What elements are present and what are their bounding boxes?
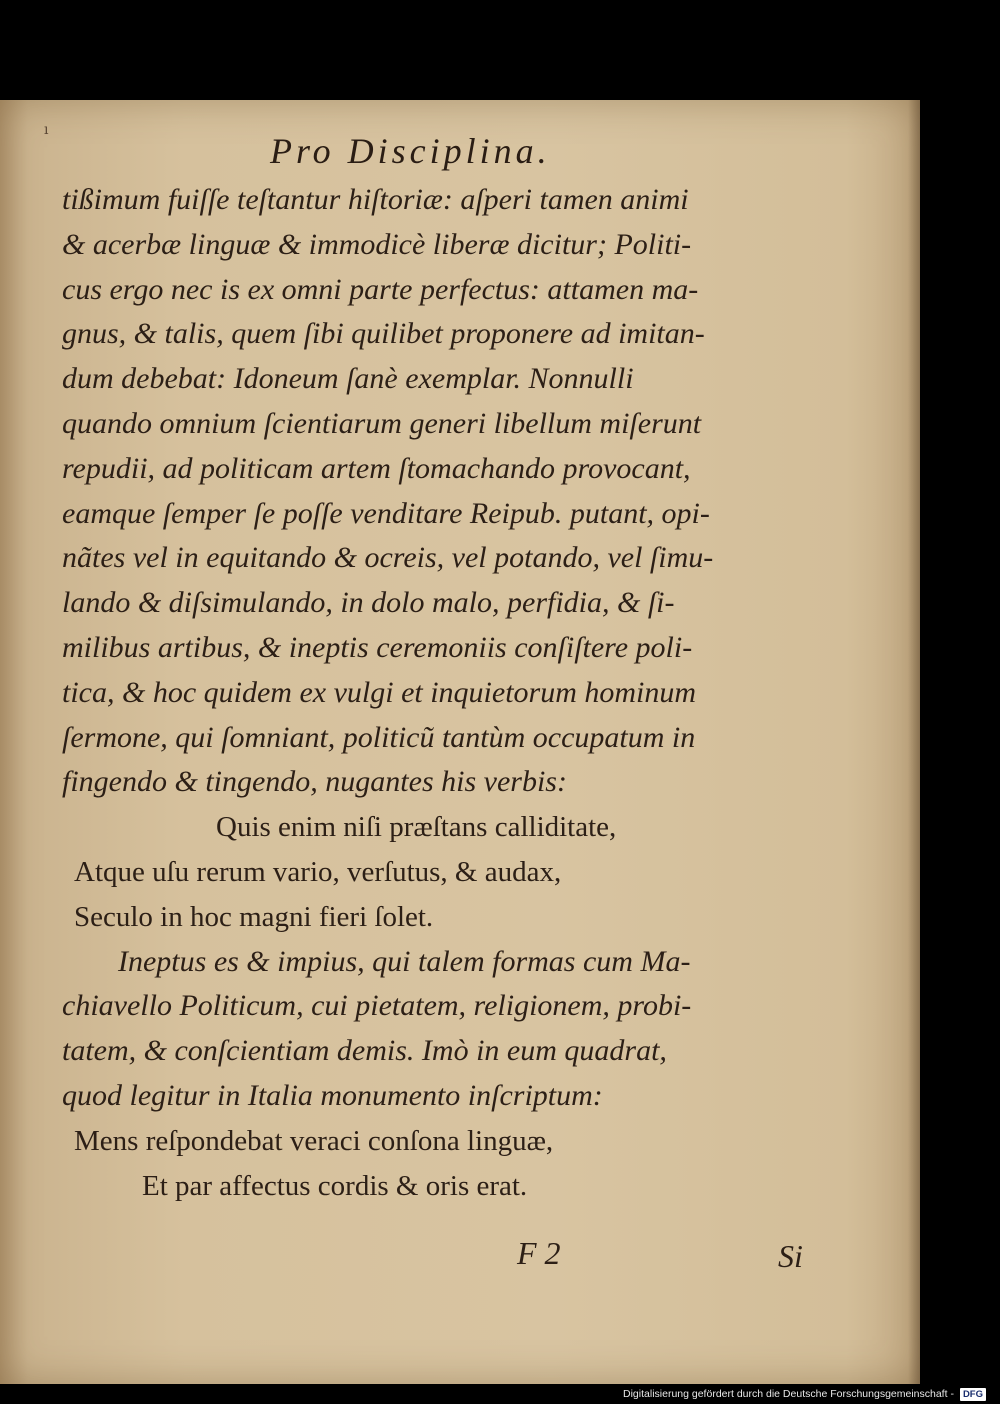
- text-line: quod legitur in Italia monumento inſcriptum:: [62, 1078, 603, 1112]
- text-line: & acerbæ linguæ & immodicè liberæ dicitur; Politi-: [62, 227, 692, 261]
- verse-line: Quis enim niſi præſtans calliditate,: [216, 811, 617, 844]
- dfg-logo: DFG: [960, 1388, 986, 1401]
- body-text: [62, 178, 822, 1208]
- footer-credit: [623, 1386, 986, 1402]
- catchword: Si: [778, 1238, 803, 1274]
- text-line: gnus, & talis, quem ſibi quilibet proponere ad imitan-: [62, 317, 705, 351]
- verse-line: Seculo in hoc magni fieri ſolet.: [74, 900, 434, 933]
- page-edge-shadow: [908, 100, 920, 1384]
- text-line: dum debebat: Idoneum ſanè exemplar. Nonnulli: [62, 362, 634, 396]
- text-line: eamque ſemper ſe poſſe venditare Reipub. putant, opi-: [62, 496, 710, 530]
- page-speck: ı: [44, 122, 49, 138]
- text-line: tica, & hoc quidem ex vulgi et inquietorum hominum: [62, 675, 697, 709]
- text-line: repudii, ad politicam artem ſtomachando provocant,: [62, 451, 691, 485]
- signature-mark: F 2: [517, 1235, 561, 1271]
- text-line: Ineptus es & impius, qui talem formas cum Ma-: [118, 944, 691, 978]
- footer-text: Digitalisierung gefördert durch die Deutsche Forschungsgemeinschaft -: [623, 1388, 954, 1400]
- verse-line: Atque uſu rerum vario, verſutus, & audax,: [74, 855, 562, 888]
- text-line: chiavello Politicum, cui pietatem, religionem, probi-: [62, 989, 692, 1023]
- text-line: fingendo & tingendo, nugantes his verbis:: [62, 765, 567, 799]
- text-line: ſermone, qui ſomniant, politicũ tantùm occupatum in: [62, 720, 696, 754]
- text-line: cus ergo nec is ex omni parte perfectus: attamen ma-: [62, 272, 699, 306]
- text-line: quando omnium ſcientiarum generi libellum miſerunt: [62, 406, 702, 440]
- text-line: nãtes vel in equitando & ocreis, vel potando, vel ſimu-: [62, 541, 714, 575]
- text-line: milibus artibus, & ineptis ceremoniis conſiſtere poli-: [62, 630, 693, 664]
- book-page: [0, 100, 920, 1384]
- text-line: tatem, & conſcientiam demis. Imò in eum quadrat,: [62, 1034, 667, 1068]
- running-header: Pro Disciplina.: [270, 131, 551, 171]
- text-line: tißimum fuiſſe teſtantur hiſtoriæ: aſperi tamen animi: [62, 183, 689, 216]
- inscription-line: Mens reſpondebat veraci conſona linguæ,: [74, 1124, 554, 1157]
- text-line: lando & diſsimulando, in dolo malo, perfidia, & ſi-: [62, 586, 675, 620]
- inscription-line: Et par affectus cordis & oris erat.: [142, 1169, 528, 1202]
